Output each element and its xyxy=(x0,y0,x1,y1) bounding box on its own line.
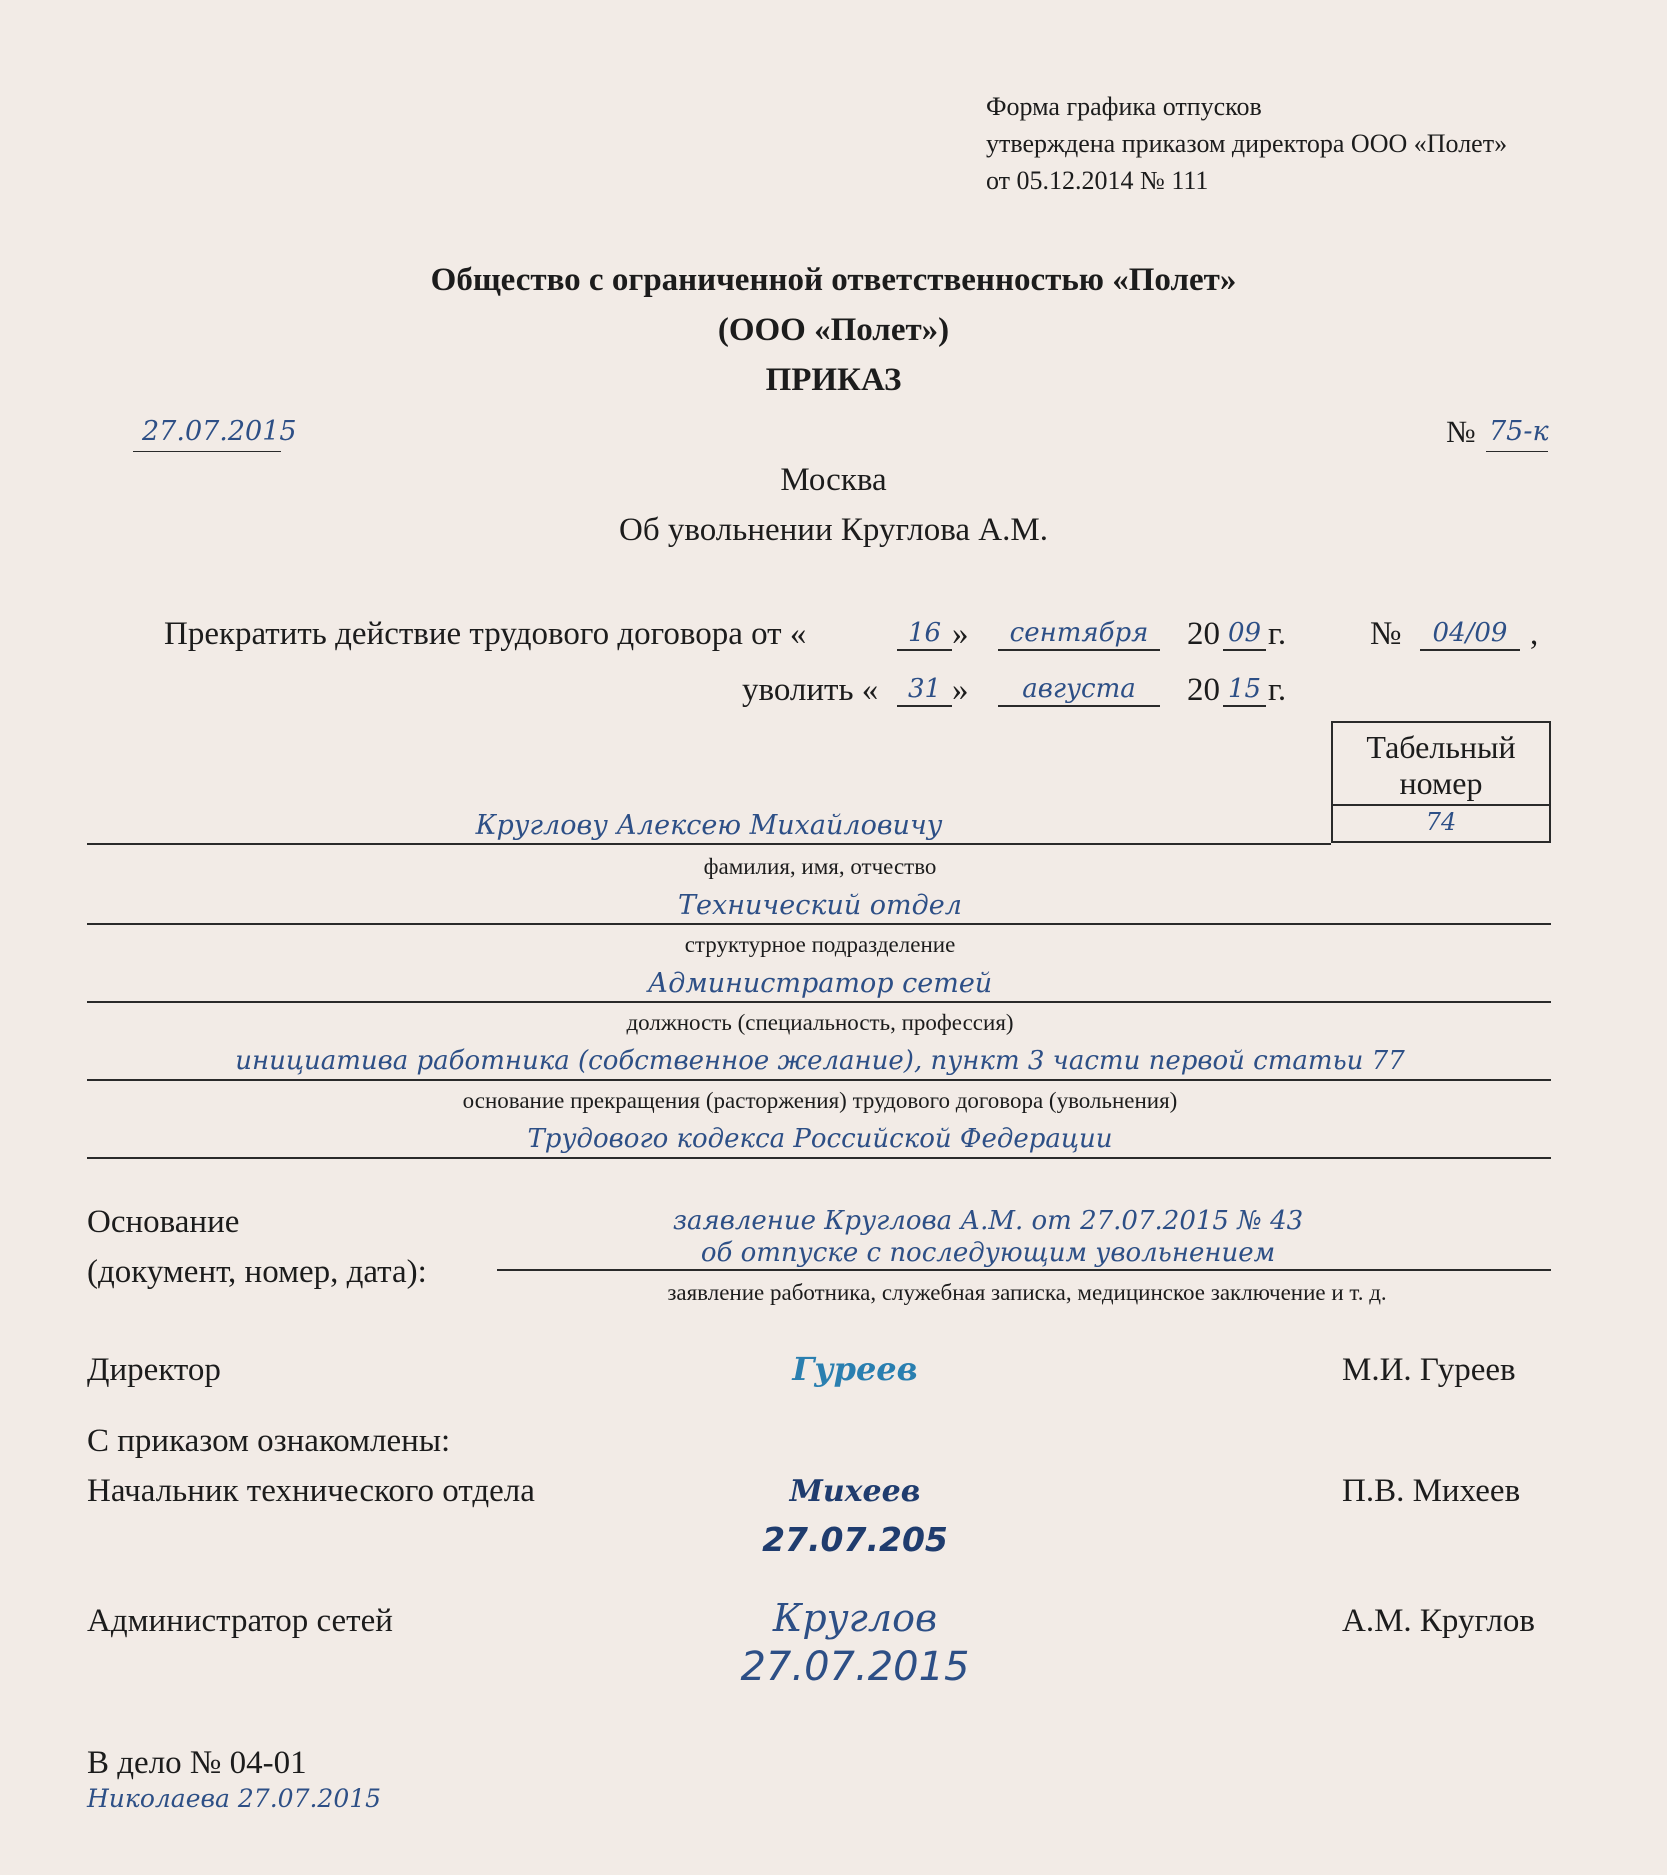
head-tech-date: 27.07.205 xyxy=(762,1520,948,1559)
reason-line1 xyxy=(87,1079,1551,1081)
subject: Об увольнении Круглова А.М. xyxy=(619,512,1048,548)
order-no-underline xyxy=(1486,451,1548,452)
director-title: Директор xyxy=(87,1352,221,1388)
dept-value: Технический отдел xyxy=(678,890,962,921)
file-note-signed: Николаева 27.07.2015 xyxy=(87,1784,382,1813)
contract-no: 04/09 xyxy=(1432,618,1508,648)
basis-label2: (документ, номер, дата): xyxy=(87,1254,427,1290)
director-name: М.И. Гуреев xyxy=(1342,1352,1516,1388)
dismiss-quote-close: » xyxy=(952,672,969,708)
position-caption: должность (специальность, профессия) xyxy=(626,1010,1014,1035)
fio-line xyxy=(87,843,1331,845)
terminate-month: сентября xyxy=(1009,618,1149,648)
basis-caption: заявление работника, служебная записка, медицинское заключение и т. д. xyxy=(667,1280,1387,1305)
doc-title: ПРИКАЗ xyxy=(765,362,902,398)
terminate-quote-close: » xyxy=(952,616,969,652)
dismiss-text: уволить « xyxy=(742,672,879,708)
acquainted-label: С приказом ознакомлены: xyxy=(87,1423,451,1459)
order-date: 27.07.2015 xyxy=(142,416,297,447)
admin-title: Администратор сетей xyxy=(87,1603,393,1639)
contract-no-label: № xyxy=(1370,616,1402,652)
head-tech-name: П.В. Михеев xyxy=(1342,1473,1521,1509)
basis-value2: об отпуске с последующим увольнением xyxy=(700,1238,1276,1268)
header-note-line2: утверждена приказом директора ООО «Полет» xyxy=(986,129,1508,158)
dismiss-year-prefix: 20 xyxy=(1187,672,1220,708)
order-no-label: № xyxy=(1446,414,1476,449)
head-tech-title: Начальник технического отдела xyxy=(87,1473,535,1509)
fio-value: Круглову Алексею Михайловичу xyxy=(475,810,943,841)
header-note-line1: Форма графика отпусков xyxy=(986,92,1262,121)
admin-name: А.М. Круглов xyxy=(1342,1603,1535,1639)
reason-caption: основание прекращения (расторжения) трудового договора (увольнения) xyxy=(462,1088,1178,1113)
tab-no-table xyxy=(1331,721,1551,843)
reason-line2 xyxy=(87,1157,1551,1159)
admin-date: 27.07.2015 xyxy=(740,1644,970,1690)
terminate-year-prefix: 20 xyxy=(1187,616,1220,652)
position-value: Администратор сетей xyxy=(647,968,993,999)
basis-line xyxy=(497,1269,1551,1271)
basis-label1: Основание xyxy=(87,1204,240,1240)
header-note xyxy=(986,88,1507,199)
reason-value1: инициатива работника (собственное желание), пункт 3 части первой статьи 77 xyxy=(235,1046,1405,1076)
tab-no-divider xyxy=(1333,804,1549,806)
order-date-underline xyxy=(133,451,281,452)
dept-caption: структурное подразделение xyxy=(684,932,956,957)
dismiss-month: августа xyxy=(1022,674,1136,704)
dismiss-day: 31 xyxy=(907,674,942,704)
org-short-name: (ООО «Полет») xyxy=(717,312,950,348)
tab-no-value: 74 xyxy=(1425,808,1457,836)
fio-caption: фамилия, имя, отчество xyxy=(703,854,937,879)
terminate-month-underline xyxy=(998,649,1160,651)
terminate-text: Прекратить действие трудового договора от « xyxy=(164,616,807,652)
terminate-year-unit: г. xyxy=(1268,616,1287,652)
header-note-line3: от 05.12.2014 № 111 xyxy=(986,166,1209,195)
contract-no-underline xyxy=(1420,649,1520,651)
dismiss-year-unit: г. xyxy=(1268,672,1287,708)
dept-line xyxy=(87,923,1551,925)
terminate-day: 16 xyxy=(907,618,942,648)
terminate-comma: , xyxy=(1530,616,1539,652)
terminate-day-underline xyxy=(897,649,952,651)
tab-no-header: Табельный номер xyxy=(1366,729,1516,801)
director-signature: Гуреев xyxy=(792,1350,918,1388)
dismiss-month-underline xyxy=(998,705,1160,707)
reason-value2: Трудового кодекса Российской Федерации xyxy=(527,1124,1113,1154)
basis-value1: заявление Круглова А.М. от 27.07.2015 № 43 xyxy=(672,1206,1304,1236)
dismiss-day-underline xyxy=(897,705,952,707)
position-line xyxy=(87,1001,1551,1003)
file-note-label: В дело № 04-01 xyxy=(87,1745,307,1781)
dismiss-year-underline xyxy=(1223,705,1266,707)
terminate-year-underline xyxy=(1223,649,1266,651)
head-tech-signature: Михеев xyxy=(789,1474,921,1509)
terminate-year-suffix: 09 xyxy=(1227,618,1262,648)
admin-signature: Круглов xyxy=(772,1596,938,1640)
org-full-name: Общество с ограниченной ответственностью «Полет» xyxy=(430,262,1237,298)
order-no: 75-к xyxy=(1489,416,1549,447)
dismiss-year-suffix: 15 xyxy=(1227,674,1262,704)
city: Москва xyxy=(780,462,887,498)
